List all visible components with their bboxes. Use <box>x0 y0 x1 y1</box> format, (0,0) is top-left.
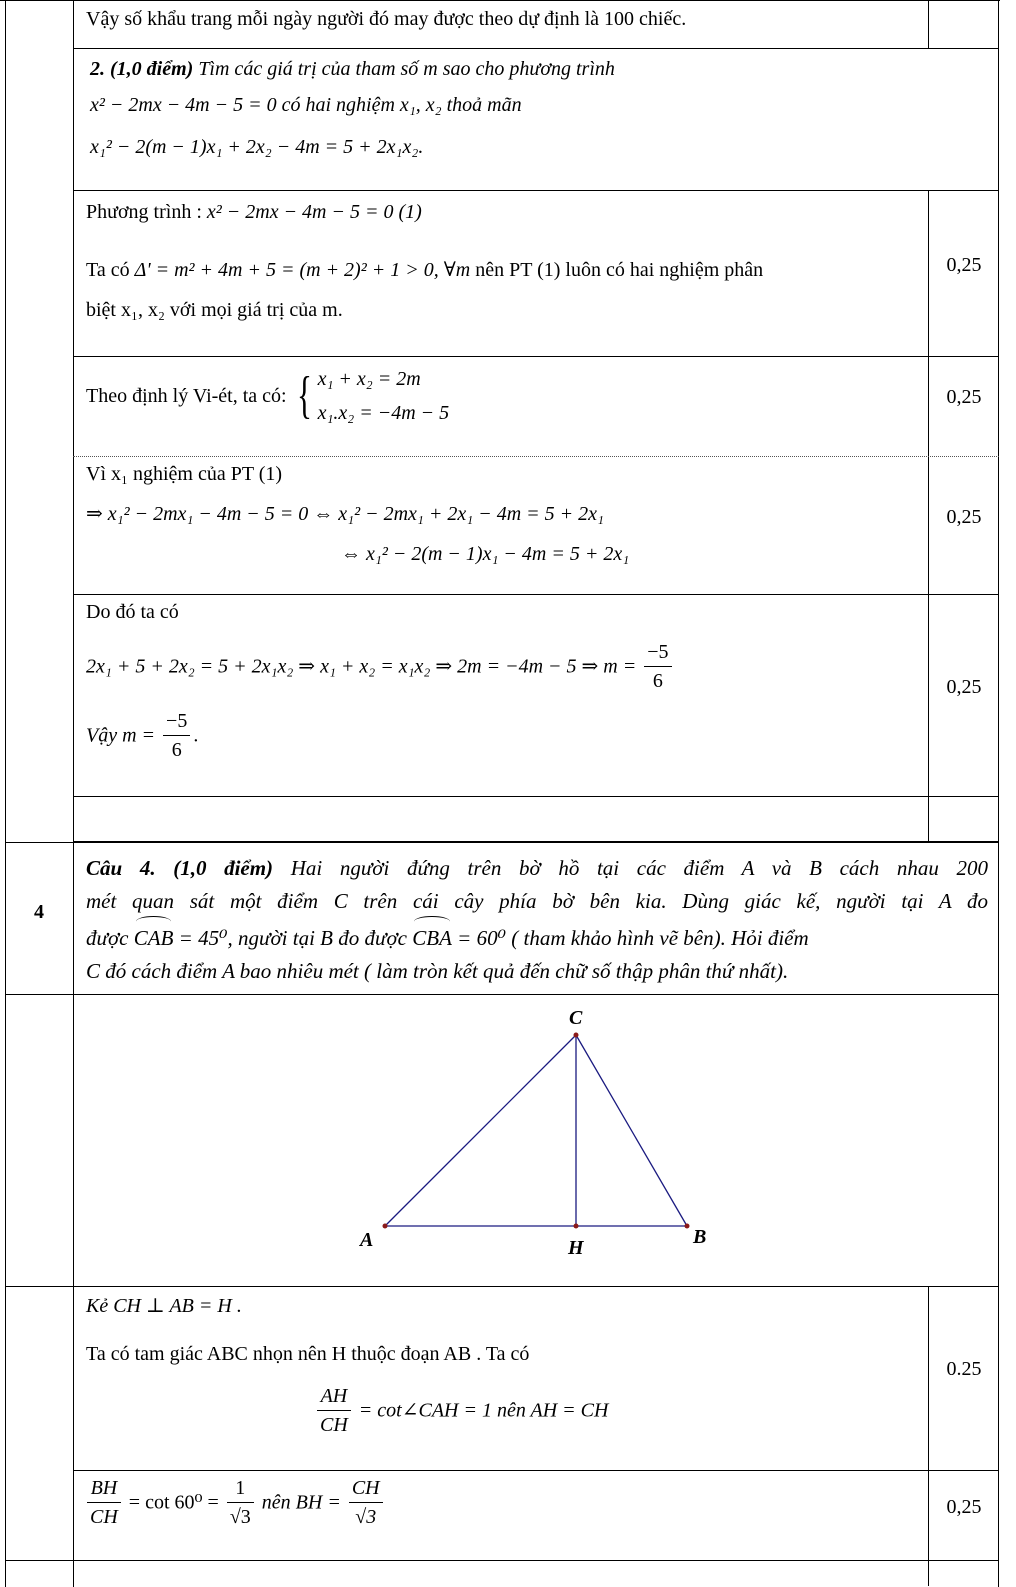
label-b: B <box>693 1226 707 1248</box>
conclusion-fraction <box>163 707 190 764</box>
part2-prompt: Tìm các giá trị của tham số m sao cho phương trình <box>198 58 615 80</box>
score-solution2: 0,25 <box>946 1496 982 1518</box>
bh-denominator: CH <box>90 1506 118 1528</box>
part2-statement <box>90 55 920 161</box>
grid-line <box>5 1286 999 1287</box>
side-ac <box>385 1035 576 1226</box>
q4-text-1: Hai người đứng trên bờ hồ tại các điểm A và B cách nhau 200 <box>290 856 989 880</box>
step3-line3: ⇔ x₁² − 2(m − 1)x₁ − 4m = 5 + 2x₁ <box>341 543 630 565</box>
grid-line <box>5 994 999 995</box>
step1-post: nên PT (1) luôn có hai nghiệm phân <box>475 259 764 281</box>
vieta-product: x₁.x₂ = −4m − 5 <box>317 402 450 424</box>
step4-conclusion <box>86 707 922 764</box>
label-c: C <box>569 1007 583 1029</box>
vieta-sum: x₁ + x₂ = 2m <box>317 368 421 390</box>
label-h: H <box>568 1237 584 1259</box>
solution-line3 <box>86 1382 922 1439</box>
angle-cba: CBA <box>412 918 452 955</box>
ch-over-sqrt3 <box>349 1474 383 1531</box>
m-fraction <box>644 638 671 695</box>
side-cb <box>576 1035 687 1226</box>
grid-line <box>73 356 999 357</box>
question-4-text <box>86 852 988 988</box>
bh-numerator: BH <box>87 1474 121 1503</box>
part2-equation: x² − 2mx − 4m − 5 = 0 <box>90 94 277 116</box>
q4-heading: Câu 4. (1,0 điểm) <box>86 856 274 880</box>
part2-condition-pre: có hai nghiệm x₁, x₂ thoả mãn <box>281 94 522 116</box>
conclusion-pre: Vậy m = <box>86 724 156 747</box>
sqrt3-denominator-2: √3 <box>355 1506 377 1528</box>
ch-denominator: CH <box>320 1414 348 1436</box>
score-step3: 0,25 <box>946 506 982 528</box>
grid-line <box>73 1470 999 1471</box>
system-brace: { <box>296 367 312 424</box>
step1-equation: x² − 2mx − 4m − 5 = 0 (1) <box>206 201 422 223</box>
grid-line <box>5 0 6 1587</box>
step1-line2 <box>86 256 922 284</box>
conclusion-denominator: 6 <box>171 739 182 761</box>
grid-line <box>73 456 999 457</box>
grid-line <box>73 796 999 797</box>
grid-line <box>5 842 999 843</box>
step1-line1 <box>86 198 922 226</box>
q4-text-3b: = 45⁰, người tại B đo được <box>178 926 407 950</box>
step1-label: Phương trình : <box>86 201 202 223</box>
point-b <box>685 1224 690 1229</box>
m-denominator: 6 <box>652 670 663 692</box>
step1-pre: Ta có <box>86 259 130 281</box>
conclusion-numerator: −5 <box>163 707 190 736</box>
point-c <box>574 1033 579 1038</box>
grid-line <box>73 48 999 49</box>
ah-numerator: AH <box>317 1382 351 1411</box>
ch-numerator: CH <box>349 1474 383 1503</box>
nen-bh-text: nên BH = <box>261 1491 341 1514</box>
step3-line2: ⇒ x₁² − 2mx₁ − 4m − 5 = 0 ⇔ x₁² − 2mx₁ + 2x₁ − 4m = 5 + 2x₁ <box>86 503 604 525</box>
step1-line3: biệt x₁, x₂ với mọi giá trị của m. <box>86 299 343 321</box>
grid-line <box>73 594 999 595</box>
solution-part2 <box>84 1474 920 1531</box>
one-numerator: 1 <box>227 1474 254 1503</box>
score-solution1: 0.25 <box>946 1358 982 1380</box>
grid-line <box>928 0 929 48</box>
step4-equation: 2x₁ + 5 + 2x₂ = 5 + 2x₁x₂ ⇒ x₁ + x₂ = x₁x₂ ⇒ 2m = −4m − 5 ⇒ m = <box>86 655 637 678</box>
score-step2: 0,25 <box>946 386 982 408</box>
point-h <box>574 1224 579 1229</box>
step4-line1: Do đó ta có <box>86 601 179 623</box>
grid-line <box>73 190 999 191</box>
part2-heading: 2. (1,0 điểm) <box>90 58 194 80</box>
grid-line <box>928 1286 929 1586</box>
triangle-figure <box>350 1000 730 1270</box>
ah-over-ch <box>317 1382 351 1439</box>
q4-text-3c: = 60⁰ ( tham khảo hình vẽ bên). Hỏi điểm <box>457 926 809 950</box>
score-step4: 0,25 <box>946 676 982 698</box>
part2-condition: x₁² − 2(m − 1)x₁ + 2x₂ − 4m = 5 + 2x₁x₂. <box>90 136 424 158</box>
grid-line <box>998 0 999 1587</box>
step-root-substitution <box>86 460 922 568</box>
step4-line2 <box>86 638 922 695</box>
angle-cab: CAB <box>134 918 174 955</box>
part2-line-1 <box>90 55 920 83</box>
grid-line <box>73 0 74 1587</box>
question-number: 4 <box>34 901 44 923</box>
m-numerator: −5 <box>644 638 671 667</box>
grid-line <box>5 1560 999 1561</box>
q4-text-3a: được <box>86 926 129 950</box>
cot-cah-line: = cot∠CAH = 1 nên AH = CH <box>358 1399 609 1422</box>
solution-line1: Kẻ CH ⊥ AB = H . <box>86 1295 242 1317</box>
one-over-sqrt3 <box>227 1474 254 1531</box>
q4-text-4: C đó cách điểm A bao nhiêu mét ( làm tròn kết quả đến chữ số thập phân thứ nhất). <box>86 959 789 983</box>
label-a: A <box>360 1229 374 1251</box>
vieta-label: Theo định lý Vi-ét, ta có: <box>86 385 287 407</box>
part2-line-2 <box>90 91 920 119</box>
step-vieta <box>86 362 922 430</box>
step-solve-m <box>86 598 922 764</box>
score-step1: 0,25 <box>946 254 982 276</box>
bh-over-ch <box>87 1474 121 1531</box>
step3-line1: Vì x₁ nghiệm của PT (1) <box>86 463 283 485</box>
sqrt3-denominator: √3 <box>229 1506 251 1528</box>
q4-text-2: mét quan sát một điểm C trên cái cây phía bờ bên kia. Dùng giác kế, người tại A đo <box>86 889 988 913</box>
q4-line-3 <box>86 918 988 955</box>
cot60-text: = cot 60⁰ = <box>128 1491 219 1514</box>
vieta-system <box>318 362 450 430</box>
solution-part1 <box>86 1292 922 1439</box>
step1-delta: Δ' = m² + 4m + 5 = (m + 2)² + 1 > 0, ∀m <box>134 259 471 281</box>
grid-line <box>0 0 1000 1</box>
conclusion-period: . <box>193 724 199 747</box>
top-sentence: Vậy số khẩu trang mỗi ngày người đó may được theo dự định là 100 chiếc. <box>86 8 687 30</box>
step-discriminant <box>86 198 922 324</box>
point-a <box>383 1224 388 1229</box>
solution-line2: Ta có tam giác ABC nhọn nên H thuộc đoạn AB . Ta có <box>86 1343 530 1365</box>
q4-line-1 <box>86 852 988 885</box>
